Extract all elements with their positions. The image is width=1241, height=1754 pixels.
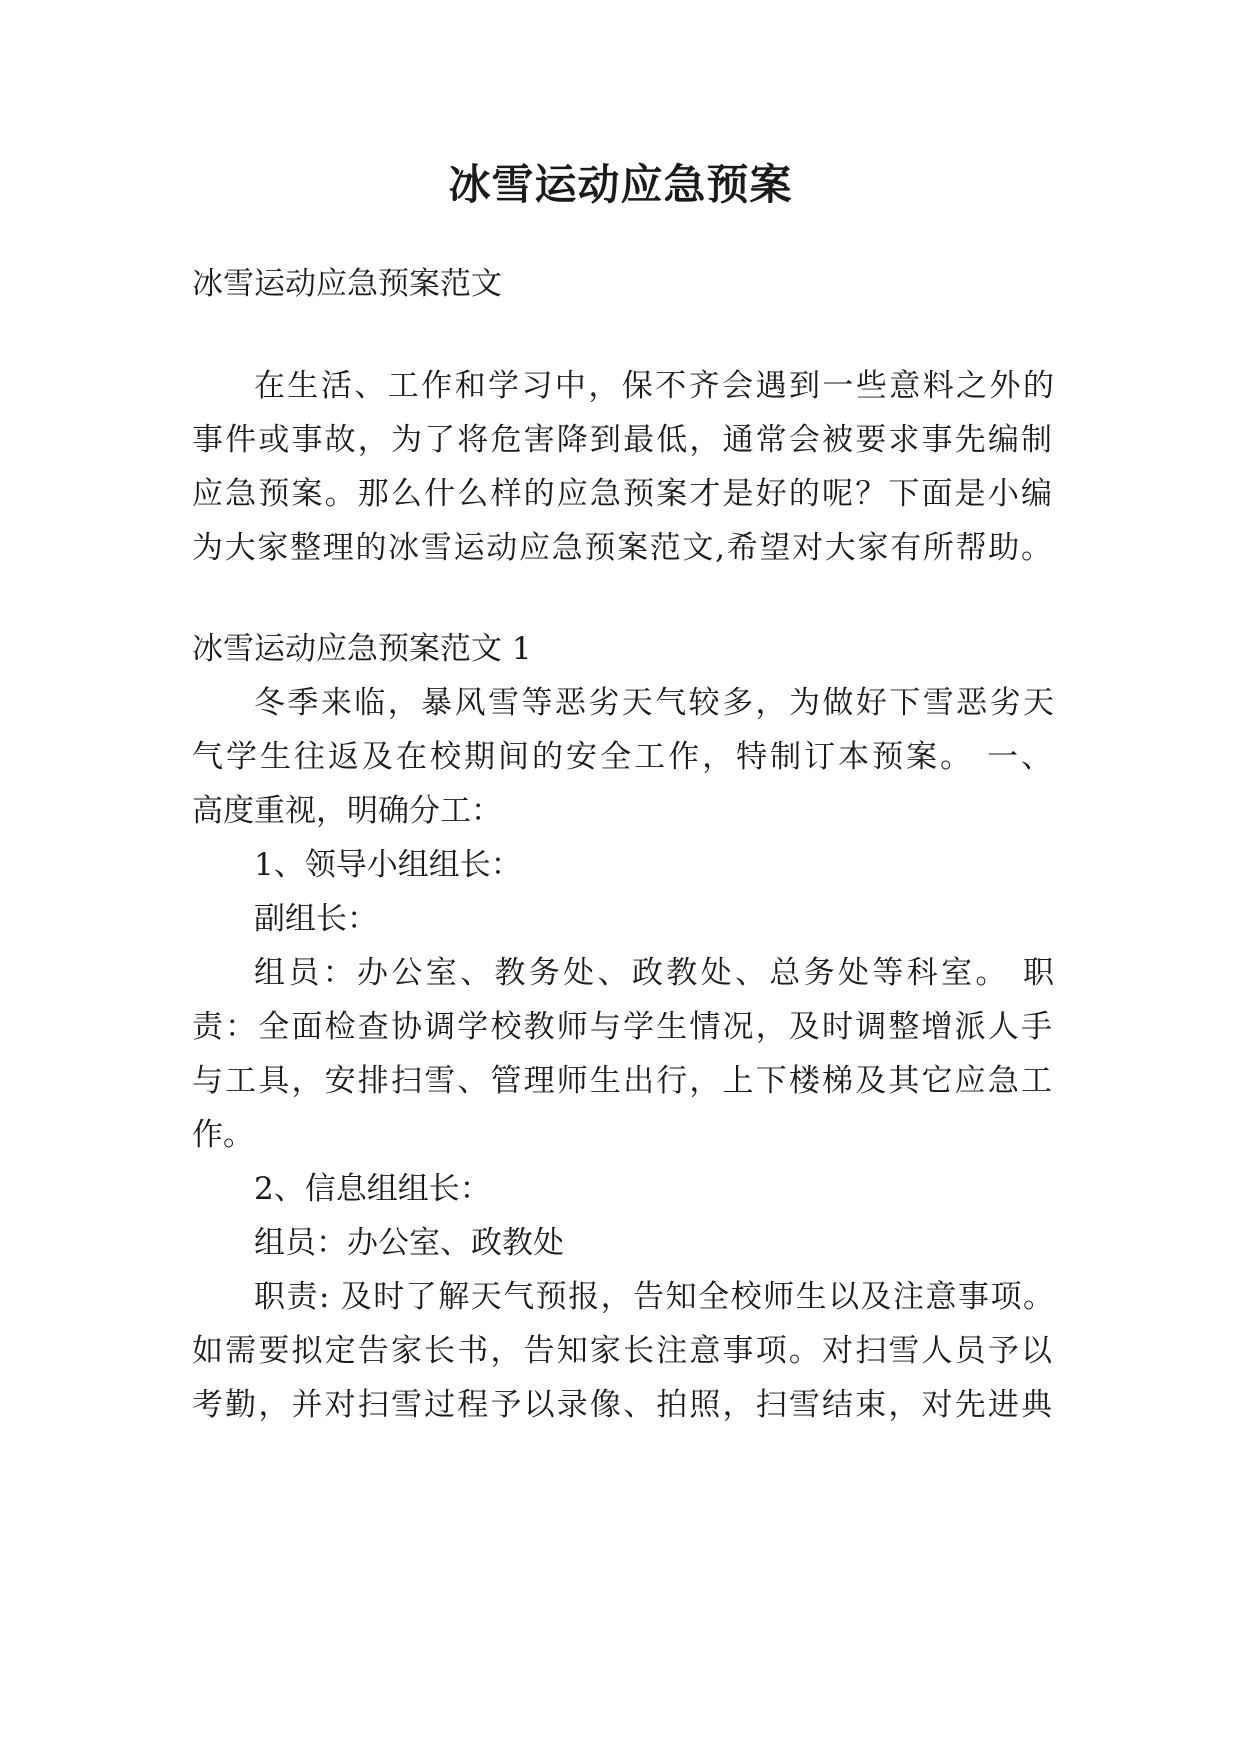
intro-line: 应急预案。那么什么样的应急预案才是好的呢？下面是小编 xyxy=(192,476,1052,512)
intro-line: 事件或事故，为了将危害降到最低，通常会被要求事先编制 xyxy=(192,422,1052,458)
body-line: 高度重视，明确分工： xyxy=(192,793,502,829)
body-line: 责：全面检查协调学校教师与学生情况，及时调整增派人手 xyxy=(192,1009,1052,1045)
body-line: 如需要拟定告家长书，告知家长注意事项。对扫雪人员予以 xyxy=(192,1333,1052,1369)
body-line: 考勤，并对扫雪过程予以录像、拍照，扫雪结束，对先进典 xyxy=(192,1387,1052,1423)
body-line: 与工具，安排扫雪、管理师生出行，上下楼梯及其它应急工 xyxy=(192,1063,1052,1099)
body-line: 气学生往返及在校期间的安全工作，特制订本预案。 一、 xyxy=(192,739,1052,775)
intro-line: 为大家整理的冰雪运动应急预案范文,希望对大家有所帮助。 xyxy=(192,530,1052,566)
document-title: 冰雪运动应急预案 xyxy=(448,160,793,209)
document-subtitle: 冰雪运动应急预案范文 xyxy=(192,266,502,302)
intro-line: 在生活、工作和学习中，保不齐会遇到一些意料之外的 xyxy=(254,368,1054,404)
section-heading: 冰雪运动应急预案范文 1 xyxy=(192,631,532,667)
body-line: 组员：办公室、教务处、政教处、总务处等科室。 职 xyxy=(254,955,1054,991)
body-line: 冬季来临，暴风雪等恶劣天气较多，为做好下雪恶劣天 xyxy=(254,685,1054,721)
body-line: 副组长： xyxy=(254,901,378,937)
body-line: 组员：办公室、政教处 xyxy=(254,1225,564,1261)
body-line: 职责: 及时了解天气预报，告知全校师生以及注意事项。 xyxy=(254,1279,1054,1315)
body-line: 2、信息组组长： xyxy=(254,1171,491,1207)
body-line: 作。 xyxy=(192,1117,254,1153)
body-line: 1、领导小组组长： xyxy=(254,847,522,883)
